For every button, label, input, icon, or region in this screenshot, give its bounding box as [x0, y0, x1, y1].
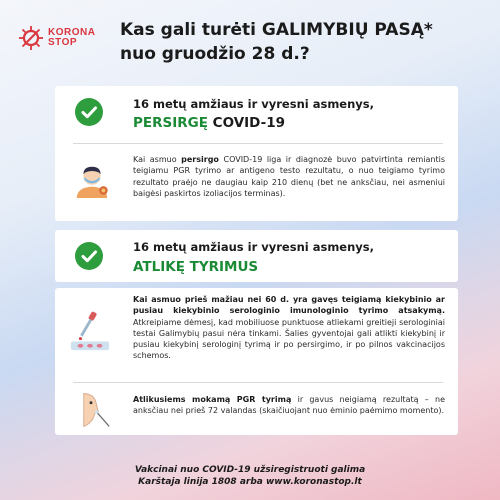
virus-icon — [18, 25, 44, 51]
card-recovered — [55, 86, 458, 221]
section1-heading: 16 metų amžiaus ir vyresni asmenys, — [133, 97, 374, 111]
footer-line1: Vakcinai nuo COVID-19 užsiregistruoti galima — [134, 465, 366, 475]
section1-text-before: Kai asmuo — [133, 155, 182, 164]
logo-line1: KORONA — [48, 27, 96, 38]
divider — [73, 143, 443, 144]
logo-line2: STOP — [48, 37, 78, 48]
section1-subheading-green: PERSIRGĘ — [133, 115, 208, 131]
divider — [73, 382, 443, 383]
section2-text-bold: Kai asmuo prieš mažiau nei 60 d. yra gavęs teigiamą kiekybinio ar pusiau kiekybinio serologinio imunologinio tyrimo atsakymą. — [133, 295, 445, 316]
card-tests-body — [55, 288, 458, 435]
section2-text — [133, 294, 445, 362]
section2-text2-bold: Atlikusiems mokamą PGR tyrimą — [133, 395, 292, 404]
koronastop-logo — [18, 16, 110, 60]
section1-text — [133, 154, 445, 199]
title-line1: Kas gali turėti GALIMYBIŲ PASĄ* — [120, 20, 433, 40]
section2-heading: 16 metų amžiaus ir vyresni asmenys, — [133, 240, 374, 254]
section1-text-bold: persirgo — [181, 155, 219, 164]
section1-text-after: COVID-19 liga ir diagnozė buvo patvirtinta remiantis teigiamu PGR tyrimo ar antigeno testo rezultatu, o nuo teigiamo tyrimo rezultato praėjo ne daugiau kaip 210 dienų (bet ne anksčiau, nei asmeniui baigėsi paskirtos izoliacijos terminas). — [133, 155, 445, 198]
check-icon — [75, 98, 103, 126]
section2-text-rest: Atkreipiame dėmesį, kad mobiliuose punktuose atliekami greitieji serologiniai testai Galimybių pasui nėra tinkami. Šalies gyventojai gali atlikti kiekybinį ir pusiau kiekybinį serologinį tyrimą ir po persirgimo, ir po pilnos vakcinacijos schemos. — [133, 317, 445, 361]
person-mask-icon — [73, 161, 111, 199]
section2-text2-rest: ir gavus neigiamą rezultatą – ne anksčiau nei prieš 72 valandas (skaičiuojant nuo ėminio paėmimo momento). — [133, 395, 445, 416]
footer — [0, 464, 500, 488]
section1-subheading-rest: COVID-19 — [207, 115, 286, 131]
section2-subheading: ATLIKĘ TYRIMUS — [133, 259, 259, 275]
section2-text2 — [133, 394, 445, 417]
title-line2: nuo gruodžio 28 d.? — [120, 44, 310, 64]
page-title — [120, 18, 490, 66]
dropper-test-icon — [69, 310, 111, 352]
footer-line2: Karštaja linija 1808 arba www.koronastop.lt — [138, 477, 362, 487]
check-icon — [75, 242, 103, 270]
card-tests-header — [55, 230, 458, 282]
nasal-swab-icon — [71, 390, 111, 430]
section1-subheading — [133, 115, 285, 131]
